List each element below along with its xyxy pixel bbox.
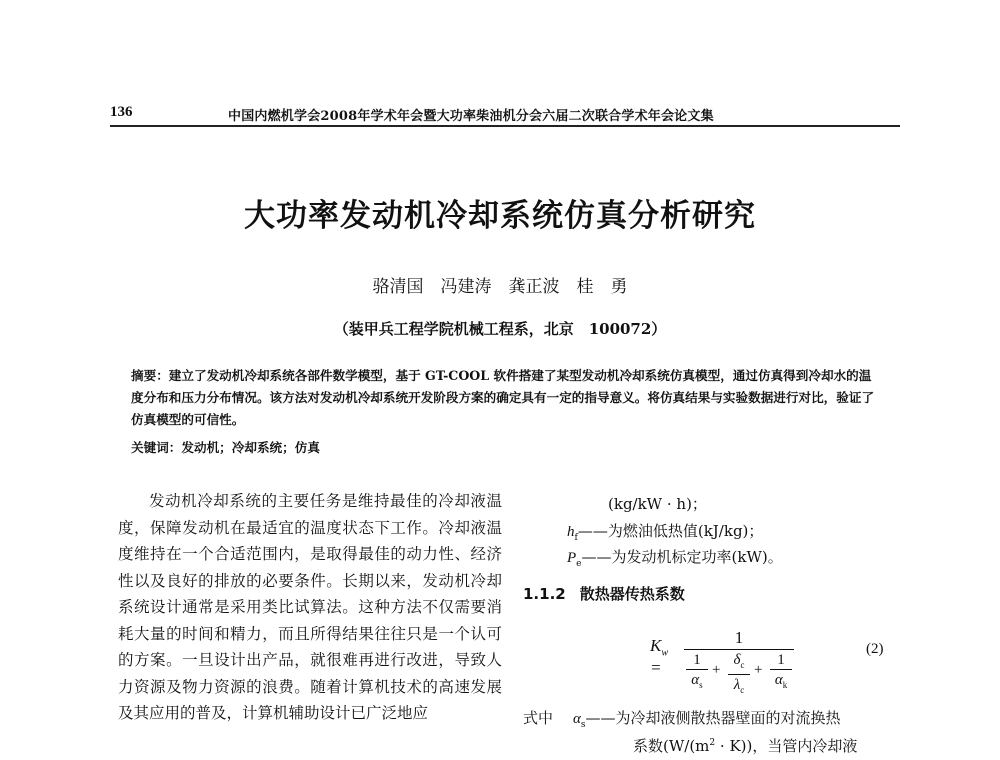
formula-lhs: $K_w$ =: [650, 636, 669, 678]
where-clause: 式中 $\alpha_s——$为冷却液侧散热器壁面的对流换热: [523, 709, 841, 730]
where-label: 式中: [523, 709, 554, 727]
plus-1: +: [712, 662, 721, 678]
hf-sub: f: [574, 533, 578, 543]
section-number: 1.1.2: [523, 585, 566, 603]
abstract: [131, 365, 881, 431]
keywords-label: 关键词：: [131, 440, 182, 455]
alpha-desc: ——为冷却液侧散热器壁面的对流换热: [585, 709, 841, 727]
section-title: 散热器传热系数: [579, 585, 685, 603]
plus-2: +: [754, 662, 763, 678]
pe-symbol: P: [567, 550, 577, 566]
abstract-text: 建立了发动机冷却系统各部件数学模型，基于 GT-COOL 软件搭建了某型发动机冷却系统仿真模型，通过仿真得到冷却水的温度分布和压力分布情况。该方法对发动机冷却系统开发阶段方案的确定具有一定的指导意义。将仿真结果与实验数据进行对比，验证了仿真模型的可信性。: [131, 368, 875, 427]
affiliation: （装甲兵工程学院机械工程系，北京 100072）: [333, 320, 667, 338]
alpha-symbol: α: [573, 711, 581, 727]
term-2: $\delta_c$ $\lambda_c$: [728, 652, 750, 700]
pe-definition: [567, 546, 783, 569]
hf-definition: [567, 520, 763, 543]
intro-paragraph: 发动机冷却系统的主要任务是维持最佳的冷却液温度，保障发动机在最适宜的温度状态下工作。冷却液温度维持在一个合适范围内，是取得最佳的动力性、经济性以及良好的排放的必要条件。长期以来，发动机冷却系统设计通常是采用类比试算法。这种方法不仅需要消耗大量的时间和精力，而且所得结果往往只是一个认可的方案。一旦设计出产品，就很难再进行改进，导致人力资源及物力资源的浪费。随着计算机技术的高速发展及其应用的普及，计算机辅助设计已广泛地应: [118, 492, 502, 722]
pe-desc: ——为发动机标定功率(kW)。: [581, 548, 783, 566]
keywords: [131, 437, 320, 456]
main-numerator: 1: [734, 628, 744, 647]
authors: 骆清国 冯建涛 龚正波 桂 勇: [372, 277, 628, 297]
fraction-bar: [684, 649, 794, 650]
alpha-continuation: 系数$(W/(m^2 \cdot K))$，当管内冷却液: [633, 737, 858, 755]
section-heading: [523, 583, 685, 604]
proceedings-title: 中国内燃机学会2008年学术年会暨大功率柴油机分会六届二次联合学术年会论文集: [228, 109, 714, 124]
page-number: 136: [110, 104, 133, 120]
keywords-text: 发动机；冷却系统；仿真: [181, 440, 320, 455]
unit-line: (kg/kW · h)；: [608, 495, 707, 513]
header-rule: [110, 125, 900, 127]
equation-number: (2): [866, 641, 884, 657]
left-column: [118, 488, 502, 727]
hf-desc: ——为燃油低热值(kJ/kg)；: [577, 522, 764, 540]
running-header: [110, 104, 900, 126]
abstract-label: 摘要：: [131, 368, 169, 383]
paper-title: 大功率发动机冷却系统仿真分析研究: [244, 198, 756, 234]
pe-sub: e: [576, 559, 582, 569]
hf-symbol: h: [567, 524, 575, 540]
term-1: 1 $\alpha_s$: [686, 652, 708, 695]
term-3: 1 $\alpha_k$: [770, 652, 792, 695]
